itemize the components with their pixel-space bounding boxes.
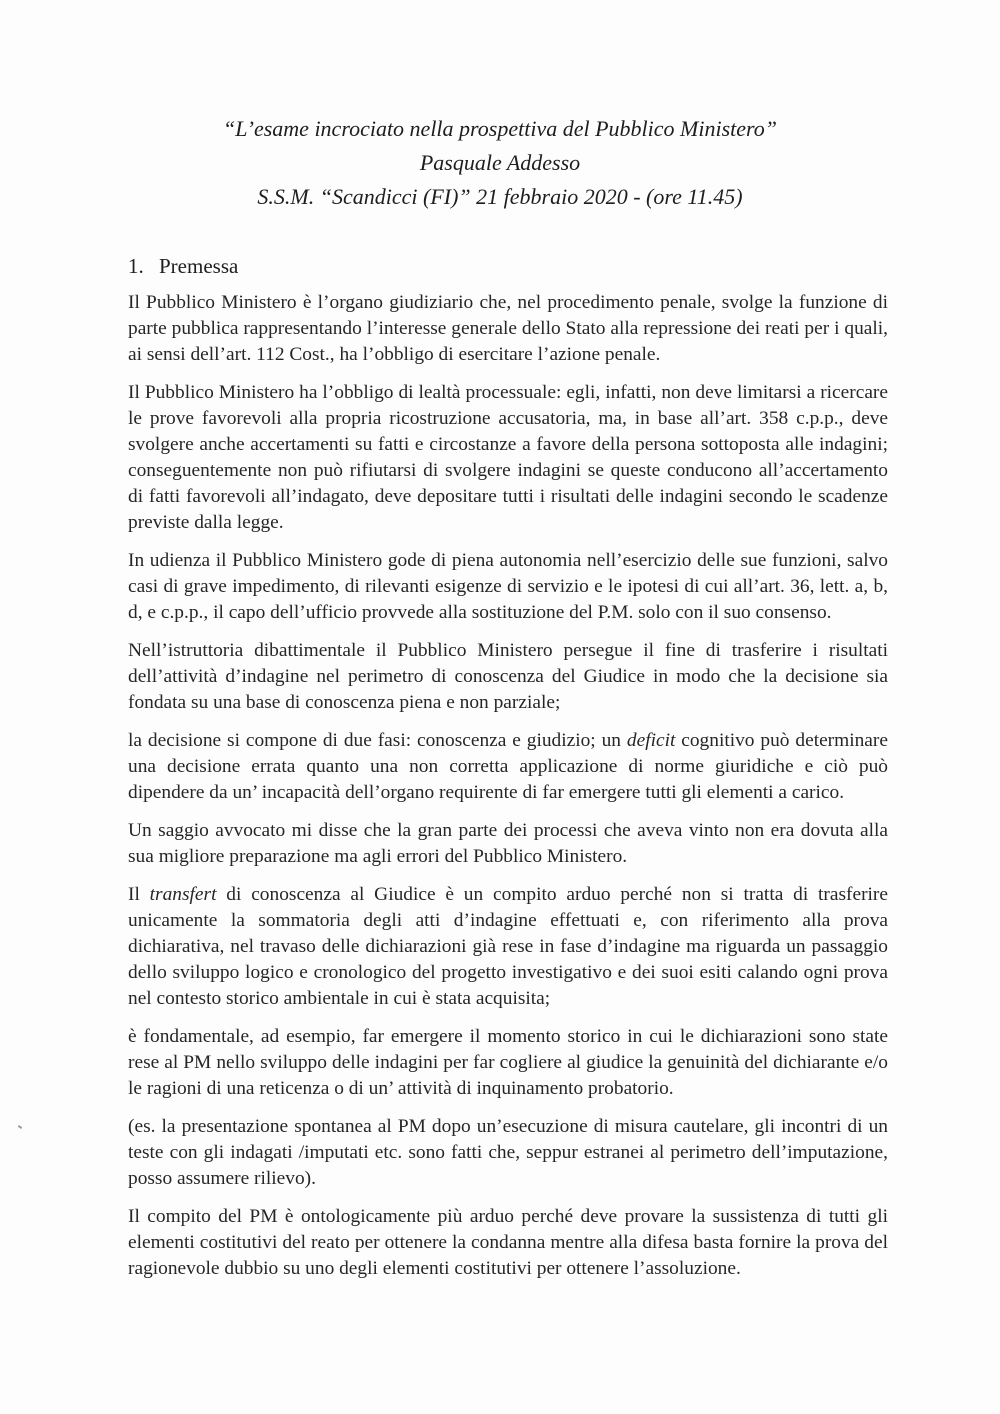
author-name: Pasquale Addesso xyxy=(419,150,581,175)
title-block xyxy=(0,112,1000,214)
paragraph-1: Il Pubblico Ministero è l’organo giudiziario che, nel procedimento penale, svolge la funzione di parte pubblica rappresentando l’interesse generale dello Stato alla repressione dei reati per i quali, ai sensi dell’art. 112 Cost., ha l’obbligo di esercitare l’azione penale. xyxy=(128,292,888,365)
paragraph-5-end: cognitivo può determinare una decisione errata quanto una non corretta applicazione di norme giuridiche e ciò può dipendere da un’ incapacità dell’organo requirente di far emergere tutti gli elementi a carico. xyxy=(128,730,888,803)
paragraph-6: Un saggio avvocato mi disse che la gran parte dei processi che aveva vinto non era dovuta alla sua migliore preparazione ma agli errori del Pubblico Ministero. xyxy=(128,820,888,867)
paragraph-2: Il Pubblico Ministero ha l’obbligo di lealtà processuale: egli, infatti, non deve limitarsi a ricercare le prove favorevoli alla propria ricostruzione accusatoria, ma, in base all’art. 358 c.p.p., deve svolgere anche accertamenti su fatti e circostanze a favore della persona sottoposta alle indagini; conseguentemente non può rifiutarsi di svolgere indagini se queste conducono all’accertamento di fatti favorevoli all’indagato, deve depositare tutti i risultati delle indagini secondo le scadenze previste dalla legge. xyxy=(128,382,888,533)
section-number: 1. xyxy=(128,254,144,278)
scan-mark xyxy=(18,1125,22,1129)
paragraph-3: In udienza il Pubblico Ministero gode di piena autonomia nell’esercizio delle sue funzioni, salvo casi di grave impedimento, di rilevanti esigenze di servizio e le ipotesi di cui all’art. 36, lett. a, b, d, e c.p.p., il capo dell’ufficio provvede alla sostituzione del P.M. solo con il suo consenso. xyxy=(128,550,888,623)
paragraph-9: (es. la presentazione spontanea al PM dopo un’esecuzione di misura cautelare, gli incontri di un teste con gli indagati /imputati etc. sono fatti che, seppur estranei al perimetro dell’imputazione, posso assumere rilievo). xyxy=(128,1116,888,1189)
section-heading xyxy=(128,254,238,279)
paragraph-5-start: la decisione si compone di due fasi: conoscenza e giudizio; un xyxy=(128,730,627,751)
paragraph-5 xyxy=(128,728,888,806)
section-title: Premessa xyxy=(159,254,239,278)
paragraph-10: Il compito del PM è ontologicamente più arduo perché deve provare la sussistenza di tutti gli elementi costitutivi del reato per ottenere la condanna mentre alla difesa basta fornire la prova del ragionevole dubbio su uno degli elementi costitutivi per ottenere l’assoluzione. xyxy=(128,1206,888,1279)
body-text xyxy=(128,290,888,1294)
paragraph-7-italic: transfert xyxy=(149,884,217,905)
paragraph-7 xyxy=(128,882,888,1012)
paragraph-5-italic: deficit xyxy=(626,730,676,751)
paragraph-7-end: di conoscenza al Giudice è un compito arduo perché non si tratta di trasferire unicamente la sommatoria degli atti d’indagine effettuati e, con riferimento alla prova dichiarativa, nel travaso delle dichiarazioni già rese in fase d’indagine ma riguarda un passaggio dello sviluppo logico e cronologico del progetto investigativo e dei suoi esiti calando ogni prova nel contesto storico ambientale in cui è stata acquisita; xyxy=(128,884,888,1009)
document-title: “L’esame incrociato nella prospettiva del Pubblico Ministero” xyxy=(222,116,777,141)
event-line: S.S.M. “Scandicci (FI)” 21 febbraio 2020 - (ore 11.45) xyxy=(257,184,743,209)
paragraph-7-start: Il xyxy=(128,884,150,905)
paragraph-8: è fondamentale, ad esempio, far emergere il momento storico in cui le dichiarazioni sono state rese al PM nello sviluppo delle indagini per far cogliere al giudice la genuinità del dichiarante e/o le ragioni di una reticenza o di un’ attività di inquinamento probatorio. xyxy=(128,1026,888,1099)
paragraph-4: Nell’istruttoria dibattimentale il Pubblico Ministero persegue il fine di trasferire i risultati dell’attività d’indagine nel perimetro di conoscenza del Giudice in modo che la decisione sia fondata su una base di conoscenza piena e non parziale; xyxy=(128,640,888,713)
